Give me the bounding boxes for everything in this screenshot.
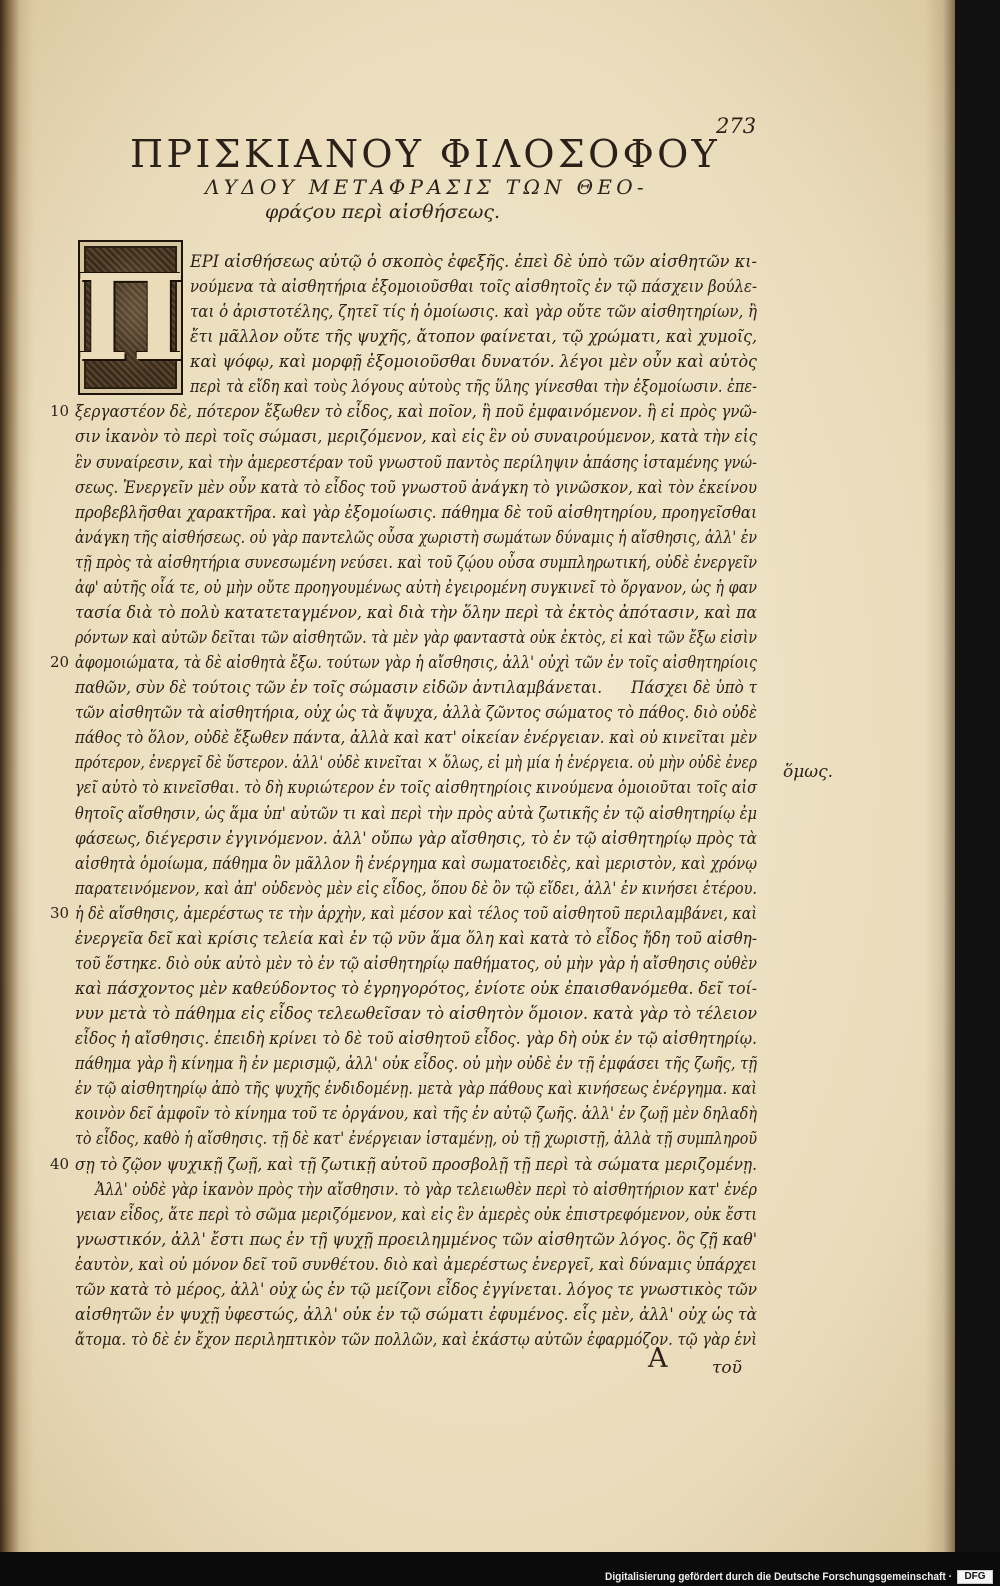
text-line: πάθος τὸ ὅλον, οὐδὲ ἔξωθεν πάντα, ἀλλὰ καὶ κατ' οἰκείαν ἐνέργειαν. καὶ οὐ κινεῖται μὲν xyxy=(75,728,757,748)
text-line: γνωστικόν, ἀλλ' ἔστι πως ἐν τῇ ψυχῇ προειλημμένος τῶν αἰσθητῶν λόγος. ὃς ζῇ καθ' xyxy=(75,1229,757,1249)
title-line-3: φράϛου περὶ αἰσθήσεως. xyxy=(265,201,500,223)
text-line: προβεβλῆσθαι χαρακτῆρα. καὶ γὰρ ἐξομοίωσις. πάθημα δὲ τοῦ αἰσθητηρίου, προηγεῖσθαι xyxy=(75,502,757,522)
initial-letter: Π xyxy=(74,247,187,387)
text-line: θητοῖς αἴσθησιν, ὡς ἅμα ὑπ' αὐτῶν τι καὶ περὶ τὴν πρὸς αὐτὰ ζωτικῆς ἐν τῷ αἰσθητηρίῳ ἐμ xyxy=(75,803,757,823)
text-line: ται ὁ ἀριστοτέλης, ζητεῖ τίς ἡ ὁμοίωσις. καὶ γὰρ οὔτε τῶν αἰσθητηρίων, ἢ xyxy=(190,302,757,322)
text-line: ἀνάγκη τῆς αἰσθήσεως. οὐ γὰρ παντελῶς οὖσα χωριστὴ σωμάτων δύναμις ἡ αἴσθησις, ἀλλ' ἐν xyxy=(75,527,757,547)
text-line: ἐνεργεῖα δεῖ καὶ κρίσις τελεία καὶ ἐν τῷ νῦν ἅμα ὅλη καὶ κατὰ τὸ εἶδος ἤδη τοῦ αἰσθη- xyxy=(75,928,757,948)
text-line: παρατεινόμενον, καὶ ἀπ' οὐδενὸς μὲν εἰς εἶδος, ὅπου δὲ ὂν τῷ εἴδει, ἀλλ' ἐν κινήσει ἑτέρου. xyxy=(75,878,757,898)
catchword: τοῦ xyxy=(712,1358,742,1378)
text-line: ἄτομα. τὸ δὲ ἐν ἔχον περιληπτικὸν τῶν πολλῶν, καὶ ἑκάστῳ αὐτῶν ἐφαρμόζον. τῷ γὰρ ἑνὶ xyxy=(75,1330,757,1349)
title-line-2: ΛΥΔΟΥ ΜΕΤΑΦΡΑΣΙΣ ΤΩΝ ΘΕΟ- xyxy=(205,175,648,199)
text-line: τασία διὰ τὸ πολὺ κατατεταγμένον, καὶ διὰ τὴν ὅλην περὶ τὰ ἐκτὸς ἀπότασιν, καὶ πα xyxy=(75,602,757,622)
text-line: ἐν τῷ αἰσθητηρίῳ ἀπὸ τῆς ψυχῆς ἐνδιδομένῃ. μετὰ γὰρ πάθους καὶ κινήσεως ἐνέργημα. καὶ xyxy=(75,1079,757,1099)
margin-note: ὅμως. xyxy=(783,762,834,782)
funding-credit: Digitalisierung gefördert durch die Deutsche Forschungsgemeinschaft · xyxy=(605,1571,952,1583)
text-line: τῇ πρὸς τὰ αἰσθητήρια συνεσωμένη νεύσει. καὶ τοῦ ζῴου οὖσα συμπληρωτική, οὐδὲ ἐνεργεῖν xyxy=(75,552,757,572)
text-line: καὶ ψόφῳ, καὶ μορφῇ ἐξομοιοῦσθαι δυνατόν. λέγοι μὲν οὖν καὶ αὐτὸς xyxy=(190,352,757,372)
text-line: σιν ἱκανὸν τὸ περὶ τοῖς σώμασι, μεριζόμενον, καὶ εἰς ἓν οὐ συναιρούμενον, κατὰ τὴν εἰς xyxy=(75,427,757,447)
text-line: ρόντων καὶ αὐτῶν δεῖται τῶν αἰσθητῶν. τὰ μὲν γὰρ φανταστὰ οὐκ ἐκτὸς, εἰ καὶ τῶν ἔξω εἰσὶν xyxy=(75,628,757,648)
title-line-1: ΠΡΙΣΚΙΑΝΟΥ ΦΙΛΟΣΟΦΟΥ xyxy=(130,132,720,176)
text-line: ἓν συναίρεσιν, καὶ τὴν ἀμερεστέραν τοῦ γνωστοῦ παντὸς περίληψιν ἁπάσης ἱσταμένης γνώ- xyxy=(75,452,757,472)
text-line: Ἀλλ' οὐδὲ γὰρ ἱκανὸν πρὸς τὴν αἴσθησιν. τὸ γὰρ τελειωθὲν περὶ τὸ αἰσθητήριον κατ' ἐνέρ xyxy=(95,1179,757,1199)
text-line: φάσεως, διέγερσιν ἐγγινόμενον. ἀλλ' οὔπω γὰρ αἴσθησις, τὸ ἐν τῷ αἰσθητηρίῳ πρὸς τὰ xyxy=(75,828,757,848)
text-line: περὶ τὰ εἴδη καὶ τοὺς λόγους αὐτοὺς τῆς ὕλης γίνεσθαι τὴν ἐξομοίωσιν. ἐπε- xyxy=(190,377,757,397)
text-line: τῶν κατὰ τὸ μέρος, ἀλλ' οὐχ ὡς ἐν τῷ μείζονι εἶδος ἐγγίνεται. λόγος τε γνωστικὸς τῶν xyxy=(75,1279,757,1299)
signature-mark: Α xyxy=(648,1343,668,1374)
text-line: γειαν εἶδος, ἅτε περὶ τὸ σῶμα μεριζόμενον, καὶ εἰς ἓν ἀμερὲς οὐκ ἐπιστρεφόμενον, οὐκ ἔστι xyxy=(75,1204,757,1224)
text-line: ἔτι μᾶλλον οὔτε τῆς ψυχῆς, ἄτοπον φαίνεται, τῷ χρώματι, καὶ χυμοῖς, xyxy=(190,327,757,347)
text-line: ξεργαστέον δὲ, πότερον ἔξωθεν τὸ εἶδος, καὶ ποῖον, ἢ ποῦ ἐμφαινόμενον. ἢ εἰ πρὸς γνῶ- xyxy=(75,402,757,422)
text-line: καὶ πάσχοντος μὲν καθεύδοντος τὸ ἐγρηγορότος, ἐνίοτε οὐκ ἐπαισθανόμεθα. δεῖ τοί- xyxy=(75,979,757,999)
text-line: τοῦ ἕστηκε. διὸ οὐκ αὐτὸ μὲν τὸ ἐν τῷ αἰσθητηρίῳ παθήματος, οὐ μὴν γὰρ ἡ αἴσθησις οὐθὲν xyxy=(75,953,757,973)
text-line: κοινὸν δεῖ ἀμφοῖν τὸ κίνημα τοῦ τε ὀργάνου, καὶ τῆς ἐν αὐτῷ ζωῆς. ἀλλ' ἐν ζωῇ μὲν δηλαδὴ xyxy=(75,1104,757,1124)
text-line: γεῖ αὐτὸ τὸ κινεῖσθαι. τὸ δὴ κυριώτερον ἐν τοῖς αἰσθητηρίοις κινούμενα ὁμοιοῦται τοῖς αἰσ xyxy=(75,778,757,798)
text-line: ΕΡΙ αἰσθήσεως αὐτῷ ὁ σκοπὸς ἐφεξῆς. ἐπεὶ δὲ ὑπὸ τῶν αἰσθητῶν κι- xyxy=(190,252,757,271)
text-line: ἀφ' αὑτῆς οἷά τε, οὐ μὴν οὔτε προηγουμένως αὐτὴ ἐγειρομένη συγκινεῖ τὸ ὄργανον, ὡς ἡ φαν xyxy=(75,577,757,597)
text-line: σῃ τὸ ζῷον ψυχικῇ ζωῇ, καὶ τῇ ζωτικῇ αὐτοῦ προσβολῇ τῇ περὶ τὰ σώματα μεριζομένῃ. xyxy=(75,1154,757,1174)
line-number: 40 xyxy=(50,1154,70,1173)
line-number: 20 xyxy=(50,653,70,672)
page-number: 273 xyxy=(716,114,757,138)
text-line: τὸ εἶδος, καθὸ ἡ αἴσθησις. τῇ δὲ κατ' ἐνέργειαν ἱσταμένῃ, οὐ τῇ χωριστῇ, ἀλλὰ τῇ συμπληροῦ xyxy=(75,1129,757,1149)
text-line: εἶδος ἡ αἴσθησις. ἐπειδὴ κρίνει τὸ δὲ τοῦ αἰσθητοῦ εἶδος. γὰρ δὴ οὐκ ἐν τῷ αἰσθητηρίῳ. xyxy=(75,1029,757,1049)
line-number: 30 xyxy=(50,903,70,922)
decorated-initial xyxy=(74,240,187,395)
text-line: ἀφομοιώματα, τὰ δὲ αἰσθητὰ ἔξω. τούτων γὰρ ἡ αἴσθησις, ἀλλ' οὐχὶ τῶν ἐν τοῖς αἰσθητηρίοις xyxy=(75,653,757,673)
text-line: πρότερον, ἐνεργεῖ δὲ ὕστερον. ἀλλ' οὐδὲ κινεῖται × ὅλως, εἰ μὴ μία ἡ ἐνέργεια. οὐ μὴν οὐδὲ ἐνερ xyxy=(75,753,757,773)
text-line: νούμενα τὰ αἰσθητήρια ἐξομοιοῦσθαι τοῖς αἰσθητοῖς ἐν τῷ πάσχειν βούλε- xyxy=(190,277,757,297)
line-number: 10 xyxy=(50,402,70,421)
text-line: νυν μετὰ τὸ πάθημα εἰς εἶδος τελεωθεῖσαν τὸ αἰσθητὸν ὅμοιον. κατὰ γὰρ τὸ τέλειον xyxy=(75,1004,757,1024)
text-line: παθῶν, σὺν δὲ τούτοις τῶν ἐν τοῖς σώμασιν εἰδῶν ἀντιλαμβάνεται. Πάσχει δὲ ὑπὸ τ xyxy=(75,678,757,698)
text-line: ἑαυτὸν, καὶ οὐ μόνον δεῖ τοῦ συνθέτου. διὸ καὶ ἀμερέστως ἐνεργεῖ, καὶ δύναμις ὑπάρχει xyxy=(75,1254,757,1274)
text-line: πάθημα γὰρ ἢ κίνημα ἢ ἐν μερισμῷ, ἀλλ' οὐκ εἶδος. οὐ μὴν οὐδὲ ἐν τῇ ἐμφάσει τῆς ζωῆς, τῇ xyxy=(75,1054,757,1074)
text-line: αἰσθητῶν ἐν ψυχῇ ὑφεστώς, ἀλλ' οὐκ ἐν τῷ σώματι ἐφυμένος. εἷς μὲν, ἀλλ' οὐχ ὡς τὰ xyxy=(75,1304,757,1324)
dfg-logo: DFG xyxy=(957,1570,993,1584)
text-line: τῶν αἰσθητῶν τὰ αἰσθητήρια, οὐχ ὡς τὰ ἄψυχα, ἀλλὰ ζῶντος σώματος τὸ πάθος. διὸ οὐδὲ xyxy=(75,703,757,723)
text-line: σεως. Ἐνεργεῖν μὲν οὖν κατὰ τὸ εἶδος τοῦ γνωστοῦ ἀνάγκη τὸ γινῶσκον, καὶ τὸν ἐκείνου xyxy=(75,477,757,497)
text-line: αἰσθητὰ ὁμοίωμα, πάθημα ὂν μᾶλλον ἢ ἐνέργημα καὶ σωματοειδὲς, καὶ μεριστὸν, καὶ χρόνῳ xyxy=(75,853,757,873)
text-line: ἡ δὲ αἴσθησις, ἀμερέστως τε τὴν ἀρχὴν, καὶ μέσον καὶ τέλος τοῦ αἰσθητοῦ περιλαμβάνει, καὶ xyxy=(75,903,757,923)
